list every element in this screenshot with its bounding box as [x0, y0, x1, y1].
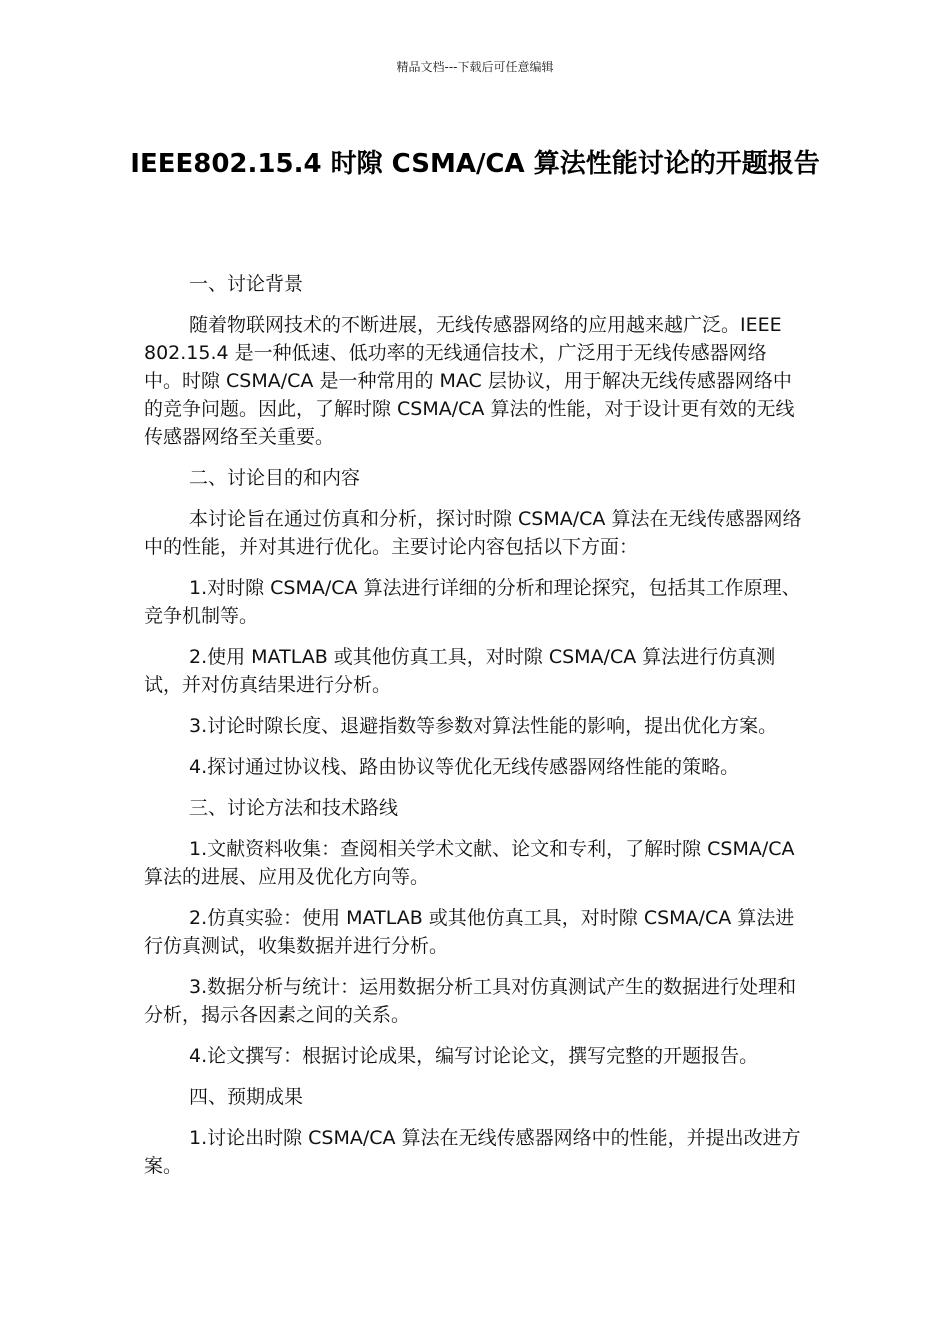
header-note: 精品文档---下载后可任意编辑: [396, 60, 554, 74]
list-item-method-4: 4.论文撰写：根据讨论成果，编写讨论论文，撰写完整的开题报告。: [189, 1045, 759, 1067]
list-item-outcome-1: 1.讨论出时隙 CSMA/CA 算法在无线传感器网络中的性能，并提出改进方案。: [144, 1127, 801, 1177]
list-item-method-2: 2.仿真实验：使用 MATLAB 或其他仿真工具，对时隙 CSMA/CA 算法进行仿真测试，收集数据并进行分析。: [144, 907, 795, 957]
paragraph-background: 随着物联网技术的不断进展，无线传感器网络的应用越来越广泛。IEEE 802.15.4 是一种低速、低功率的无线通信技术，广泛用于无线传感器网络中。时隙 CSMA/CA 是一种常用的 MAC 层协议，用于解决无线传感器网络中的竞争问题。因此，了解时隙 CSMA/CA 算法的性能，对于设计更有效的无线传感器网络至关重要。: [144, 314, 795, 448]
section-heading-methods: 三、讨论方法和技术路线: [189, 797, 399, 819]
list-item-goal-4: 4.探讨通过协议栈、路由协议等优化无线传感器网络性能的策略。: [189, 756, 740, 778]
list-item-goal-3: 3.讨论时隙长度、退避指数等参数对算法性能的影响，提出优化方案。: [189, 715, 778, 737]
paragraph-goals-intro: 本讨论旨在通过仿真和分析，探讨时隙 CSMA/CA 算法在无线传感器网络中的性能，并对其进行优化。主要讨论内容包括以下方面：: [144, 508, 802, 558]
section-heading-goals: 二、讨论目的和内容: [189, 467, 361, 489]
document-body: [144, 270, 804, 1193]
list-item-method-1: 1.文献资料收集：查阅相关学术文献、论文和专利，了解时隙 CSMA/CA 算法的进展、应用及优化方向等。: [144, 838, 795, 888]
list-item-goal-1: 1.对时隙 CSMA/CA 算法进行详细的分析和理论探究，包括其工作原理、竞争机制等。: [144, 577, 801, 627]
list-item-goal-2: 2.使用 MATLAB 或其他仿真工具，对时隙 CSMA/CA 算法进行仿真测试，并对仿真结果进行分析。: [144, 646, 776, 696]
document-title: IEEE802.15.4 时隙 CSMA/CA 算法性能讨论的开题报告: [130, 149, 820, 179]
section-heading-outcomes: 四、预期成果: [189, 1086, 304, 1108]
list-item-method-3: 3.数据分析与统计：运用数据分析工具对仿真测试产生的数据进行处理和分析，揭示各因素之间的关系。: [144, 976, 797, 1026]
section-heading-background: 一、讨论背景: [189, 273, 304, 295]
